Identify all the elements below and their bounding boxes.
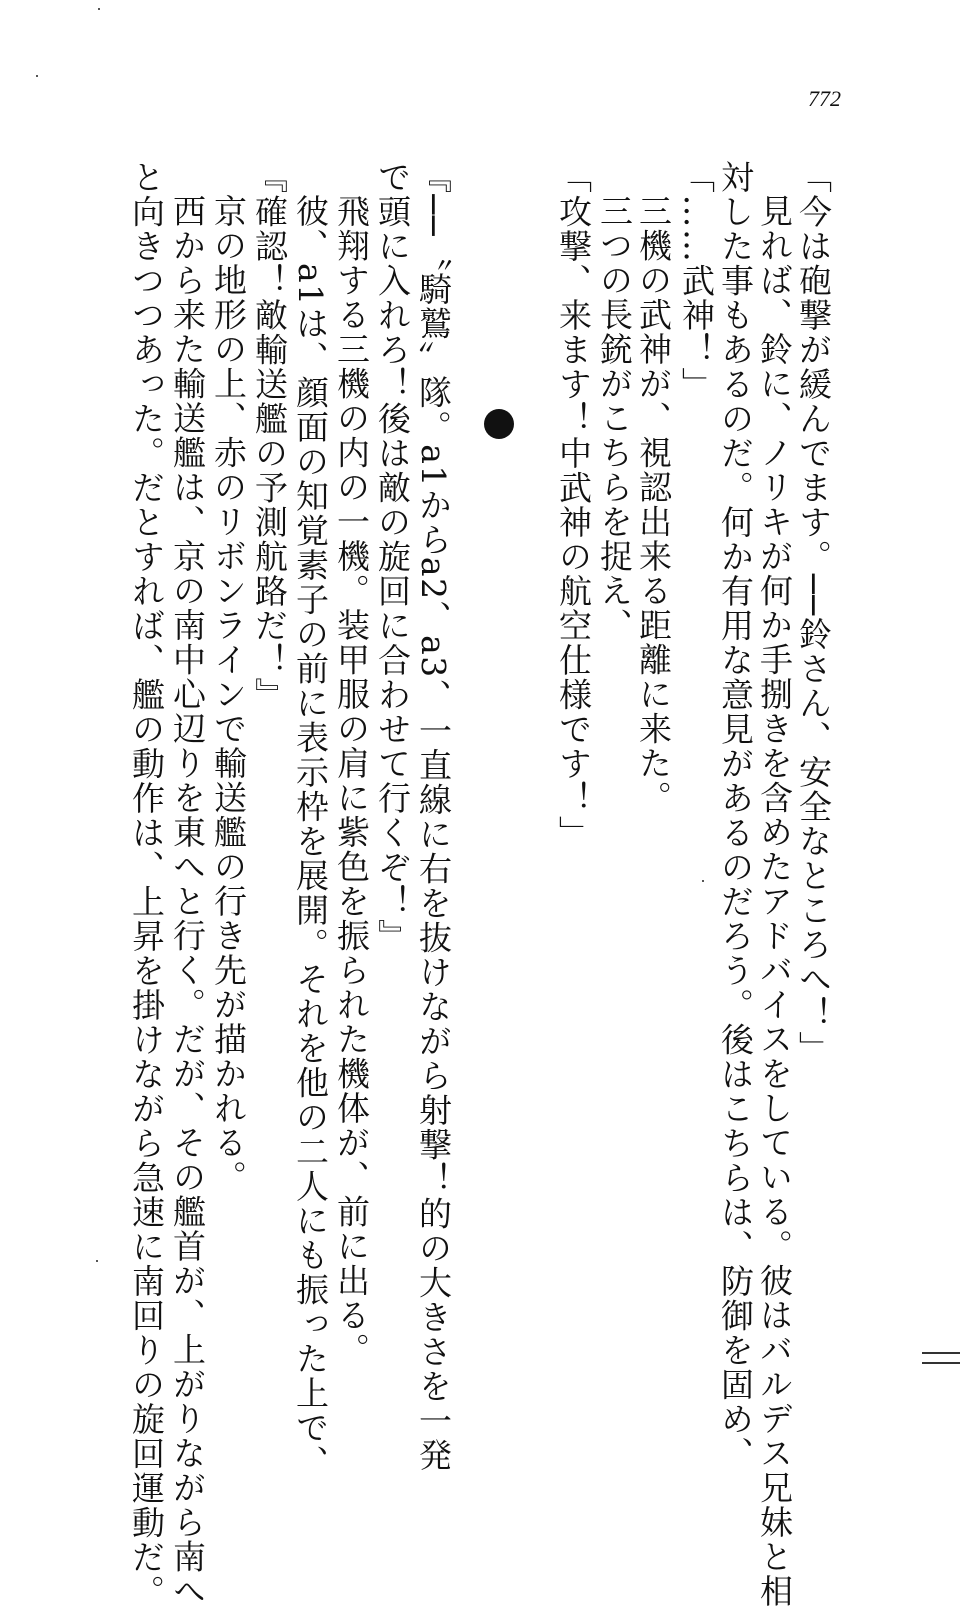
text-column: 「攻撃、来ます！中武神の航空仕様です！」: [554, 160, 593, 850]
text-column: 『──〝騎鷲〟隊。a1からa2、a3、一直線に右を抜けながら射撃！的の大きさを一発: [414, 160, 453, 1473]
text-column: 彼、a1は、顔面の知覚素子の前に表示枠を展開。それを他の二人にも振った上で、: [291, 194, 330, 1480]
scan-speck: [96, 1260, 98, 1262]
text-column: 三機の武神が、視認出来る距離に来た。: [634, 194, 673, 815]
text-column: と向きつつあった。だとすれば、艦の動作は、上昇を掛けながら急速に南回りの旋回運動だ。: [127, 160, 166, 1609]
text-column: 『確認！敵輸送艦の予測航路だ！』: [250, 160, 289, 712]
scan-speck: [702, 880, 704, 882]
section-break-bullet: [484, 409, 514, 439]
scan-edge-line: [922, 1362, 960, 1364]
scan-edge-line: [922, 1352, 960, 1354]
text-column: で頭に入れろ！後は敵の旋回に合わせて行くぞ！』: [373, 160, 412, 954]
text-column: 「……武神！」: [677, 160, 716, 402]
text-column: 三つの長銃がこちらを捉え、: [595, 194, 634, 643]
text-column: 見れば、鈴に、ノリキが何か手捌きを含めたアドバイスをしている。彼はバルデス兄妹と相: [755, 194, 794, 1609]
text-column: 京の地形の上、赤のリボンラインで輸送艦の行き先が描かれる。: [209, 194, 248, 1195]
text-column: 「今は砲撃が緩んでます。──鈴さん、安全なところへ！」: [794, 160, 833, 1066]
text-column: 西から来た輸送艦は、京の南中心辺りを東へと行く。だが、その艦首が、上がりながら南へ: [168, 194, 207, 1609]
text-column: 対した事もあるのだ。何か有用な意見があるのだろう。後はこちらは、防御を固め、: [716, 160, 755, 1471]
page-number: 772: [808, 86, 841, 111]
text-column: 飛翔する三機の内の一機。装甲服の肩に紫色を振られた機体が、前に出る。: [332, 194, 371, 1367]
scan-speck: [36, 75, 38, 77]
scan-speck: [98, 8, 100, 10]
